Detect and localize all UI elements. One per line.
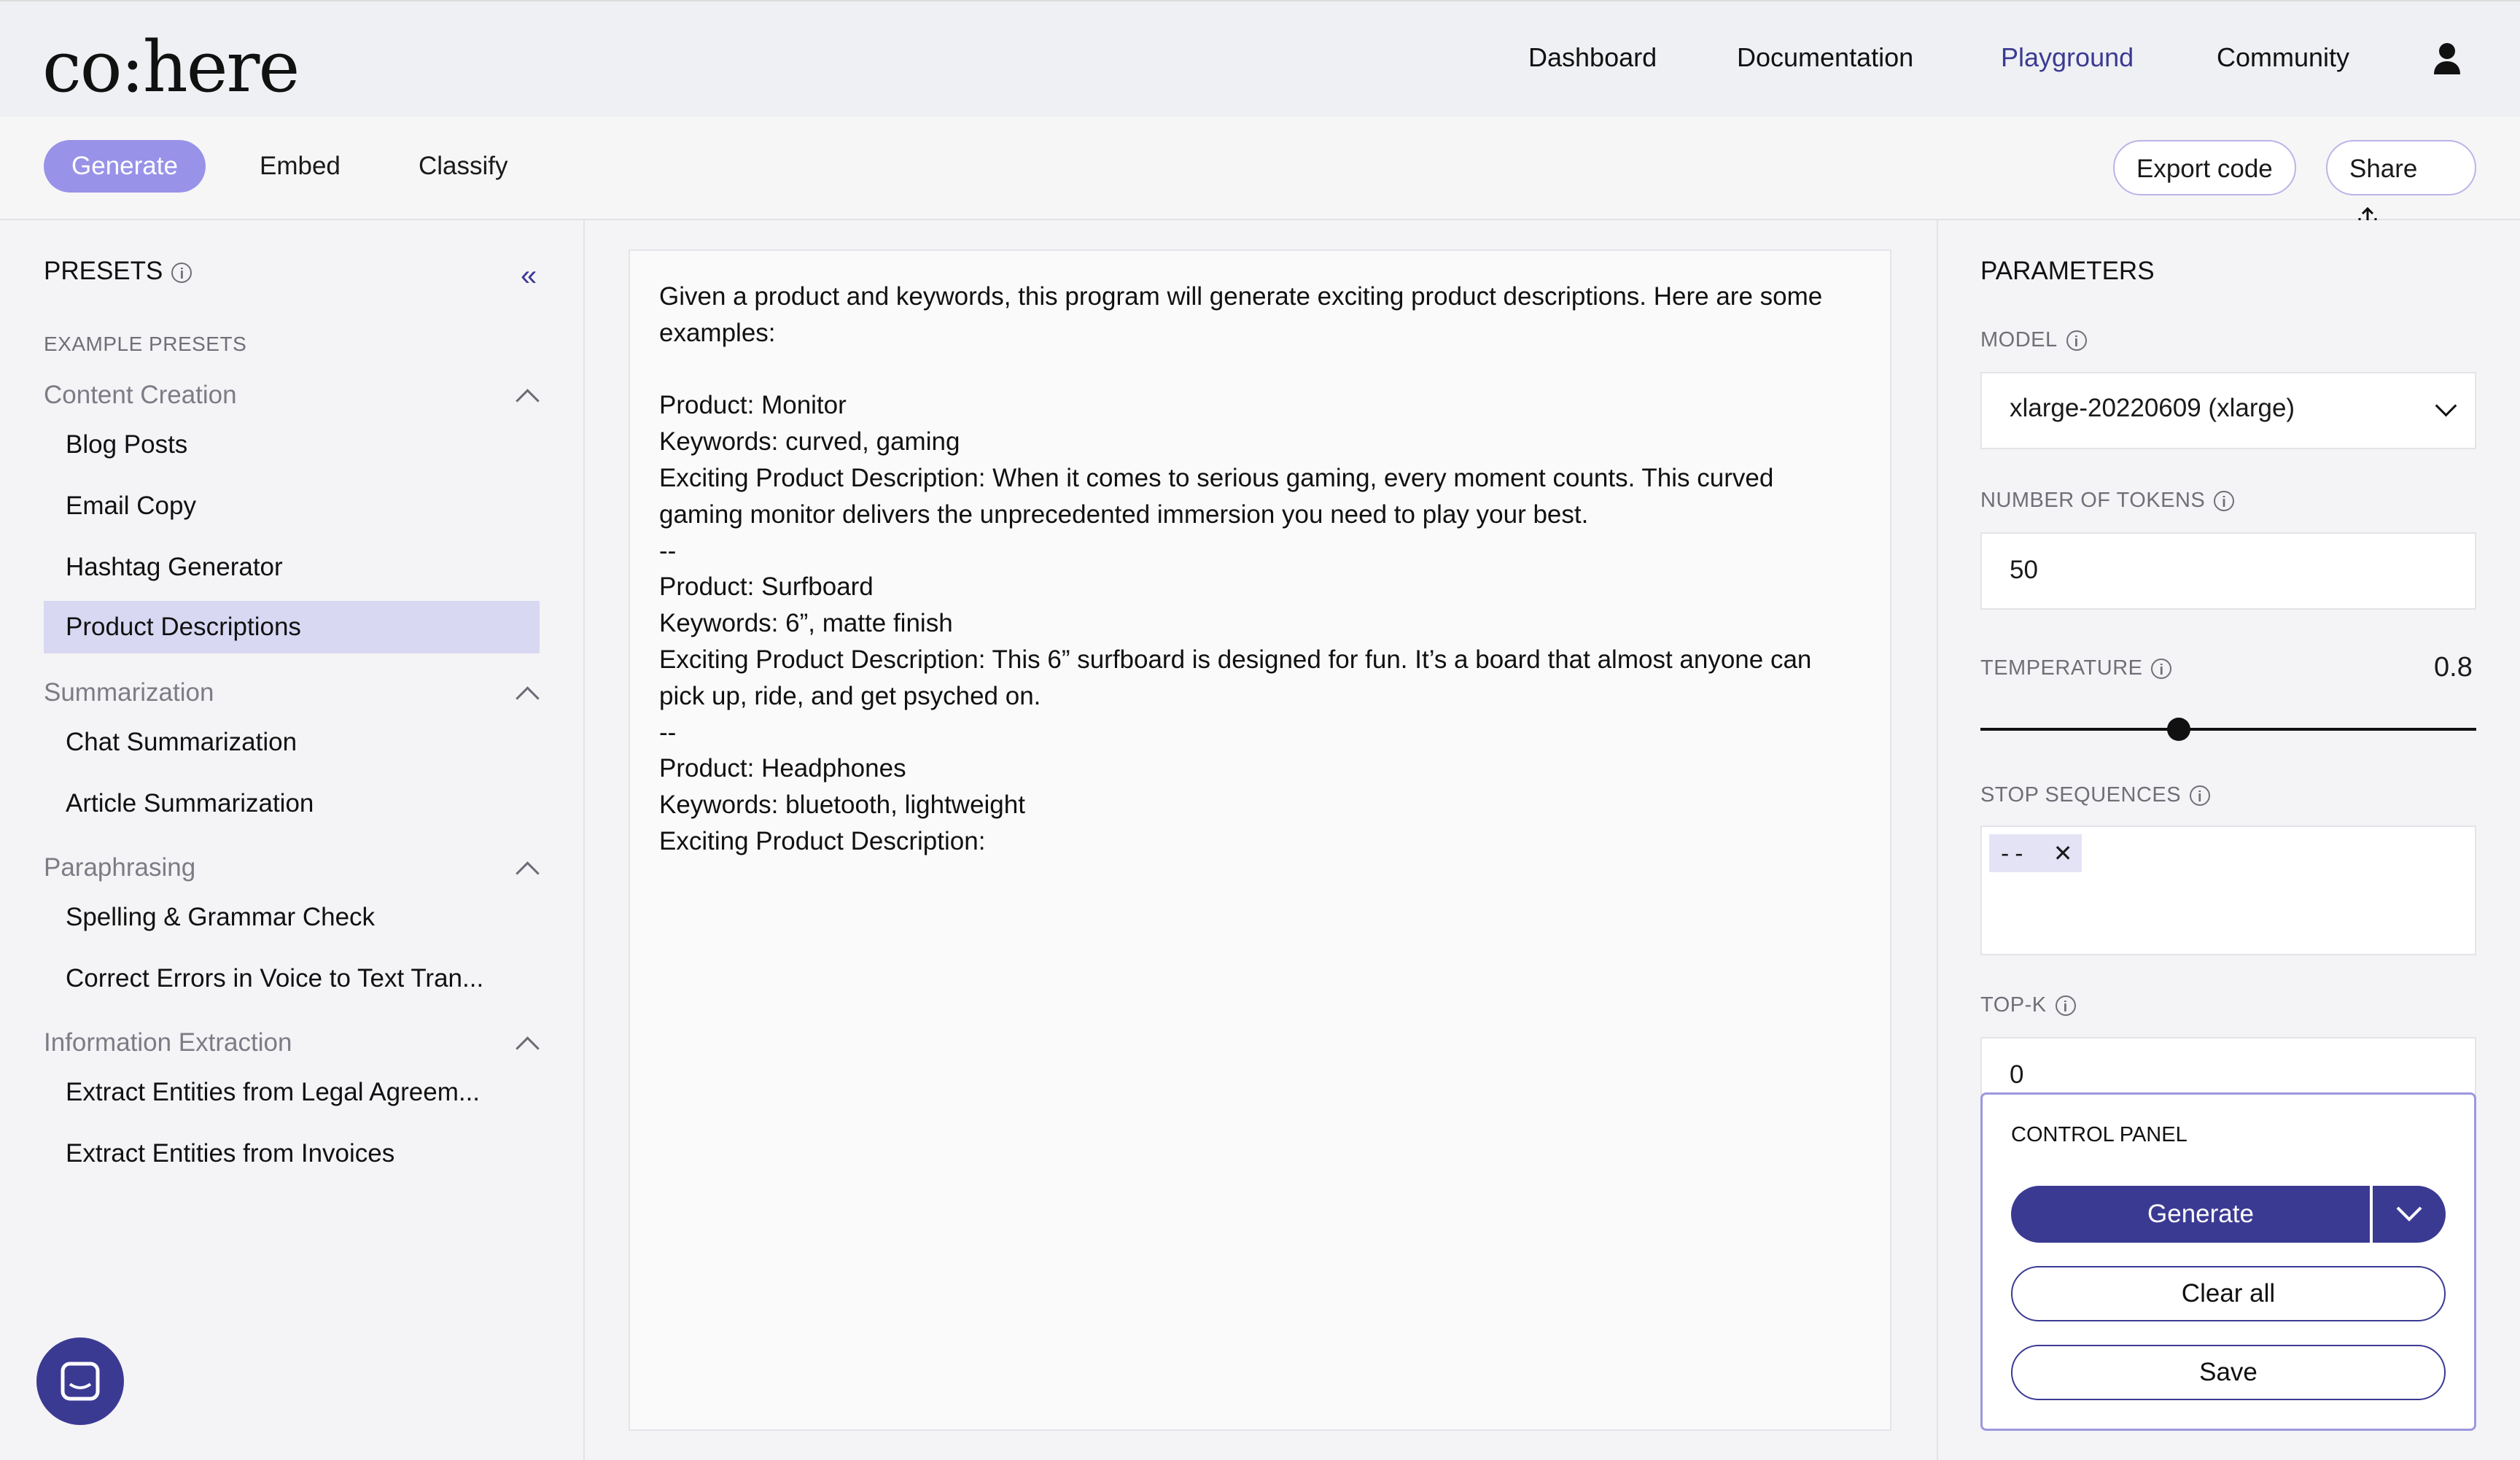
info-icon[interactable]: i (2151, 659, 2171, 679)
preset-spelling-grammar[interactable]: Spelling & Grammar Check (66, 903, 376, 931)
info-icon[interactable]: i (2190, 785, 2210, 806)
preset-hashtag-generator[interactable]: Hashtag Generator (66, 553, 283, 581)
clear-all-button[interactable]: Clear all (2011, 1266, 2446, 1321)
topk-label-text: TOP-K (1980, 993, 2047, 1017)
stop-token-chip[interactable] (1989, 834, 2082, 872)
parameters-title: PARAMETERS (1980, 257, 2155, 285)
save-button[interactable]: Save (2011, 1345, 2446, 1400)
tokens-value: 50 (2010, 556, 2038, 584)
chevron-down-icon (2373, 1186, 2446, 1243)
nav-community[interactable]: Community (2217, 42, 2350, 72)
tokens-label-text: NUMBER OF TOKENS (1980, 489, 2206, 512)
chat-icon (36, 1337, 124, 1425)
group-information-extraction[interactable]: Information Extraction (44, 1028, 292, 1057)
preset-product-descriptions[interactable]: Product Descriptions (44, 601, 540, 653)
tokens-input[interactable] (1980, 532, 2476, 610)
group-paraphrasing[interactable]: Paraphrasing (44, 853, 196, 882)
control-panel-title: CONTROL PANEL (2011, 1123, 2188, 1146)
topk-value: 0 (2010, 1060, 2024, 1089)
stop-sequences-label (1980, 783, 2210, 807)
stop-label-text: STOP SEQUENCES (1980, 783, 2182, 807)
preset-extract-legal[interactable]: Extract Entities from Legal Agreem... (66, 1078, 481, 1106)
chat-launcher-button[interactable] (36, 1337, 124, 1425)
share-label: Share (2349, 155, 2418, 183)
temperature-slider-track[interactable] (1980, 728, 2476, 731)
preset-blog-posts[interactable]: Blog Posts (66, 430, 188, 459)
model-value: xlarge-20220609 (xlarge) (2010, 394, 2295, 422)
info-icon[interactable]: i (2056, 995, 2076, 1016)
close-icon[interactable]: ✕ (2053, 840, 2073, 866)
temperature-label (1980, 656, 2171, 680)
topk-label (1980, 993, 2076, 1017)
presets-title (44, 257, 192, 286)
nav-documentation[interactable]: Documentation (1737, 42, 1914, 72)
example-presets-label: EXAMPLE PRESETS (44, 333, 247, 355)
model-label (1980, 328, 2087, 352)
info-icon[interactable]: i (2066, 330, 2087, 351)
preset-extract-invoices[interactable]: Extract Entities from Invoices (66, 1139, 395, 1168)
share-button[interactable] (2326, 140, 2476, 195)
info-icon[interactable]: i (2214, 491, 2234, 511)
preset-chat-summarization[interactable]: Chat Summarization (66, 728, 298, 756)
stop-token-text: -- (1998, 839, 2026, 867)
temperature-slider-thumb[interactable] (2167, 718, 2190, 741)
temperature-value: 0.8 (2434, 652, 2473, 683)
preset-email-copy[interactable]: Email Copy (66, 492, 196, 520)
top-nav (0, 0, 2520, 118)
prompt-text[interactable]: Given a product and keywords, this program will generate exciting product descriptions. Here are some examples: Product: Monitor Keywords: curved, gaming Exciting Product Description: When it comes to serious gaming, every moment counts. This curved gaming monitor delivers the unprecedented immersion you need to play your best. -- Product: Surfboard Keywords: 6”, matte finish Exciting Product Description: This 6” surfboard is designed for fun. It’s a board that almost anyone can pick up, ride, and get psyched on. -- Product: Headphones Keywords: bluetooth, lightweight Exciting Product Description: (659, 282, 1823, 855)
generate-button[interactable]: Generate (2011, 1186, 2390, 1243)
cohere-logo[interactable]: co:here (42, 26, 299, 108)
tab-embed[interactable]: Embed (260, 152, 341, 180)
preset-correct-errors-voice[interactable]: Correct Errors in Voice to Text Tran... (66, 964, 484, 993)
model-label-text: MODEL (1980, 328, 2058, 352)
nav-playground[interactable]: Playground (2001, 42, 2134, 72)
temperature-label-text: TEMPERATURE (1980, 656, 2143, 680)
tab-generate[interactable]: Generate (44, 140, 206, 193)
collapse-sidebar-icon[interactable]: « (521, 260, 537, 292)
nav-dashboard[interactable]: Dashboard (1528, 42, 1657, 72)
user-icon[interactable] (2432, 41, 2462, 77)
tab-classify[interactable]: Classify (419, 152, 508, 180)
group-content-creation[interactable]: Content Creation (44, 381, 237, 409)
group-summarization[interactable]: Summarization (44, 678, 214, 707)
generate-options-button[interactable] (2370, 1186, 2446, 1243)
info-icon[interactable]: i (171, 263, 192, 283)
preset-article-summarization[interactable]: Article Summarization (66, 789, 314, 818)
export-code-button[interactable]: Export code (2113, 140, 2296, 195)
tokens-label (1980, 489, 2234, 513)
presets-title-text: PRESETS (44, 257, 163, 285)
